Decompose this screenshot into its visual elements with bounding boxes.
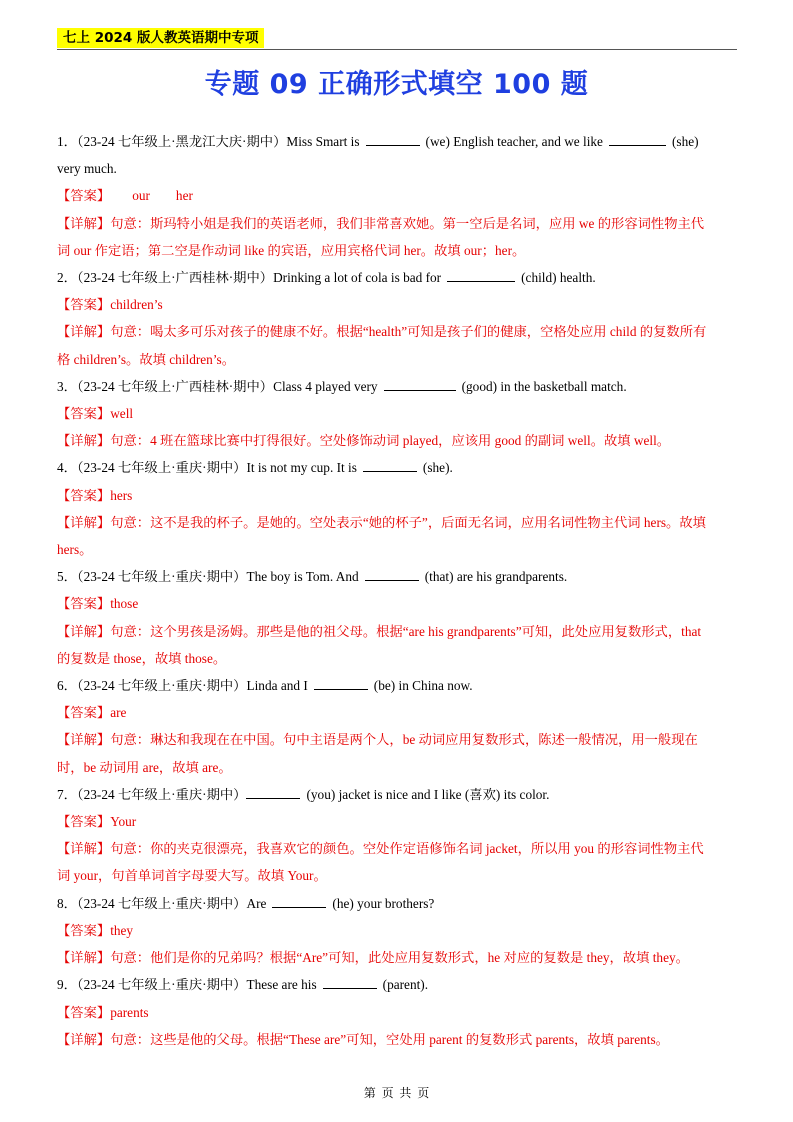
blank: [447, 267, 515, 282]
explanation-5: [57, 618, 737, 645]
answer-label: 【答案】: [57, 406, 111, 422]
answer-label: 【答案】: [57, 596, 111, 612]
explanation-text: 的复数是 those，故填 those。: [57, 650, 227, 666]
question-3: [57, 373, 737, 400]
question-source: （23-24 七年级上·广西桂林·期中）: [76, 270, 274, 286]
question-source: （23-24 七年级上·重庆·期中）: [76, 569, 247, 585]
question-number: 6．: [57, 678, 77, 694]
question-text: (you) jacket is nice and I like (喜欢) its color.: [306, 786, 550, 802]
explain-label: 【详解】: [57, 514, 111, 530]
answer-5: [57, 590, 737, 617]
answer-value: our: [132, 188, 150, 204]
explain-label: 【详解】: [57, 841, 111, 857]
answer-label: 【答案】: [57, 1004, 111, 1020]
explanation-9: [57, 1026, 737, 1053]
answer-4: [57, 482, 737, 509]
question-text: These are his: [246, 977, 317, 993]
question-number: 7．: [57, 786, 77, 802]
blank: [314, 675, 368, 690]
question-source: （23-24 七年级上·黑龙江大庆·期中）: [76, 134, 287, 149]
question-text: The boy is Tom. And: [246, 569, 359, 585]
explanation-text: 句意：他们是你的兄弟吗？根据“Are”可知，此处应用复数形式，he 对应的复数是 they，故填 they。: [110, 950, 689, 966]
explanation-text: 格 children’s。故填 children’s。: [57, 351, 236, 367]
answer-value: well: [110, 406, 134, 422]
explanation-1-cont: [57, 237, 737, 264]
answer-8: [57, 917, 737, 944]
answer-6: [57, 699, 737, 726]
answer-value: they: [110, 922, 134, 938]
answer-label: 【答案】: [57, 705, 111, 721]
question-number: 1．: [57, 134, 77, 149]
question-text: (parent).: [382, 977, 429, 993]
question-7: [57, 781, 737, 808]
explanation-text: hers。: [57, 542, 93, 558]
question-1: [57, 128, 737, 155]
question-9: [57, 971, 737, 998]
question-text: Drinking a lot of cola is bad for: [273, 270, 442, 286]
blank: [609, 131, 666, 146]
answer-9: [57, 999, 737, 1026]
question-number: 2．: [57, 270, 77, 286]
explain-label: 【详解】: [57, 732, 111, 748]
explanation-text: 句意：这不是我的杯子。是她的。空处表示“她的杯子”，后面无名词，应用名词性物主代词 hers。故填: [110, 514, 706, 530]
explain-label: 【详解】: [57, 950, 111, 966]
question-number: 8．: [57, 895, 77, 911]
question-text: Linda and I: [246, 678, 308, 694]
question-source: （23-24 七年级上·重庆·期中）: [76, 460, 247, 476]
explanation-text: 句意：琳达和我现在在中国。句中主语是两个人，be 动词应用复数形式，陈述一般情况，用一般现在: [110, 732, 698, 748]
explain-label: 【详解】: [57, 215, 111, 231]
answer-label: 【答案】: [57, 814, 111, 830]
question-text: Are: [246, 895, 267, 911]
question-text: (she).: [422, 460, 453, 476]
page-title: 专题 09 正确形式填空 100 题: [204, 69, 589, 100]
blank: [366, 131, 420, 146]
question-number: 4．: [57, 460, 77, 476]
answer-value: are: [110, 705, 127, 721]
answer-value: parents: [110, 1004, 149, 1020]
answer-1: [57, 182, 737, 209]
question-text: (child) health.: [521, 270, 596, 286]
question-text: (we) English teacher, and we like: [425, 134, 603, 149]
question-number: 3．: [57, 378, 77, 394]
answer-label: 【答案】: [57, 487, 111, 503]
explanation-text: 句意：你的夹克很漂亮，我喜欢它的颜色。空处作定语修饰名词 jacket，所以用 you 的形容词性物主代: [110, 841, 704, 857]
question-text: (good) in the basketball match.: [461, 378, 627, 394]
question-1-cont: [57, 155, 737, 182]
page-footer: 第 页 共 页: [363, 1086, 430, 1100]
question-6: [57, 672, 737, 699]
explanation-5-cont: [57, 645, 737, 672]
question-source: （23-24 七年级上·重庆·期中）: [76, 678, 247, 694]
explain-label: 【详解】: [57, 1031, 111, 1047]
question-text: Miss Smart is: [286, 134, 360, 149]
question-text: (he) your brothers?: [332, 895, 435, 911]
answer-value: her: [175, 188, 193, 204]
header-rule: [57, 49, 737, 50]
answer-value: children’s: [110, 297, 163, 313]
answer-value: hers: [110, 487, 133, 503]
question-text: very much.: [57, 161, 117, 177]
explain-label: 【详解】: [57, 623, 111, 639]
explanation-text: 时，be 动词用 are，故填 are。: [57, 759, 232, 775]
answer-label: 【答案】: [57, 188, 111, 204]
explanation-7: [57, 835, 737, 862]
answer-7: [57, 808, 737, 835]
explanation-text: 句意：这些是他的父母。根据“These are”可知，空处用 parent 的复数形式 parents，故填 parents。: [110, 1031, 669, 1047]
question-source: （23-24 七年级上·重庆·期中）: [76, 895, 247, 911]
blank: [272, 893, 326, 908]
blank: [363, 457, 417, 472]
header-tag: 七上 2024 版人教英语期中专项: [57, 28, 264, 48]
answer-2: [57, 291, 737, 318]
explanation-1: [57, 210, 737, 237]
question-number: 9．: [57, 977, 77, 993]
explanation-2: [57, 318, 737, 345]
question-text: It is not my cup. It is: [246, 460, 357, 476]
question-text: Class 4 played very: [273, 378, 378, 394]
explanation-6-cont: [57, 754, 737, 781]
answer-3: [57, 400, 737, 427]
explanation-8: [57, 944, 737, 971]
question-list: [57, 128, 737, 1053]
explanation-text: 句意：这个男孩是汤姆。那些是他的祖父母。根据“are his grandparents”可知，此处应用复数形式，that: [110, 623, 702, 639]
explanation-text: 词 our 作定语；第二空是作动词 like 的宾语，应用宾格代词 her。故填 our；her。: [57, 242, 526, 258]
question-source: （23-24 七年级上·广西桂林·期中）: [76, 378, 274, 394]
explanation-2-cont: [57, 346, 737, 373]
explanation-3: [57, 427, 737, 454]
blank: [384, 376, 456, 391]
blank: [246, 784, 300, 799]
explain-label: 【详解】: [57, 433, 111, 449]
explanation-4-cont: [57, 536, 737, 563]
explanation-6: [57, 726, 737, 753]
question-8: [57, 890, 737, 917]
answer-value: Your: [110, 814, 137, 830]
answer-label: 【答案】: [57, 922, 111, 938]
explanation-4: [57, 509, 737, 536]
question-source: （23-24 七年级上·重庆·期中）: [76, 786, 247, 802]
question-2: [57, 264, 737, 291]
explanation-7-cont: [57, 862, 737, 889]
blank: [365, 566, 419, 581]
answer-label: 【答案】: [57, 297, 111, 313]
question-text: (she): [671, 134, 699, 149]
explanation-text: 句意：斯玛特小姐是我们的英语老师，我们非常喜欢她。第一空后是名词，应用 we 的形容词性物主代: [110, 215, 705, 231]
question-number: 5．: [57, 569, 77, 585]
explanation-text: 词 your，句首单词首字母要大写。故填 Your。: [57, 868, 327, 884]
blank: [323, 974, 377, 989]
explain-label: 【详解】: [57, 324, 111, 340]
question-4: [57, 454, 737, 481]
question-text: (that) are his grandparents.: [424, 569, 568, 585]
explanation-text: 句意：喝太多可乐对孩子的健康不好。根据“health”可知是孩子们的健康，空格处应用 child 的复数所有: [110, 324, 707, 340]
question-text: (be) in China now.: [373, 678, 473, 694]
explanation-text: 句意：4 班在篮球比赛中打得很好。空处修饰动词 played，应该用 good 的副词 well。故填 well。: [110, 433, 671, 449]
question-5: [57, 563, 737, 590]
question-source: （23-24 七年级上·重庆·期中）: [76, 977, 247, 993]
answer-value: those: [110, 596, 139, 612]
